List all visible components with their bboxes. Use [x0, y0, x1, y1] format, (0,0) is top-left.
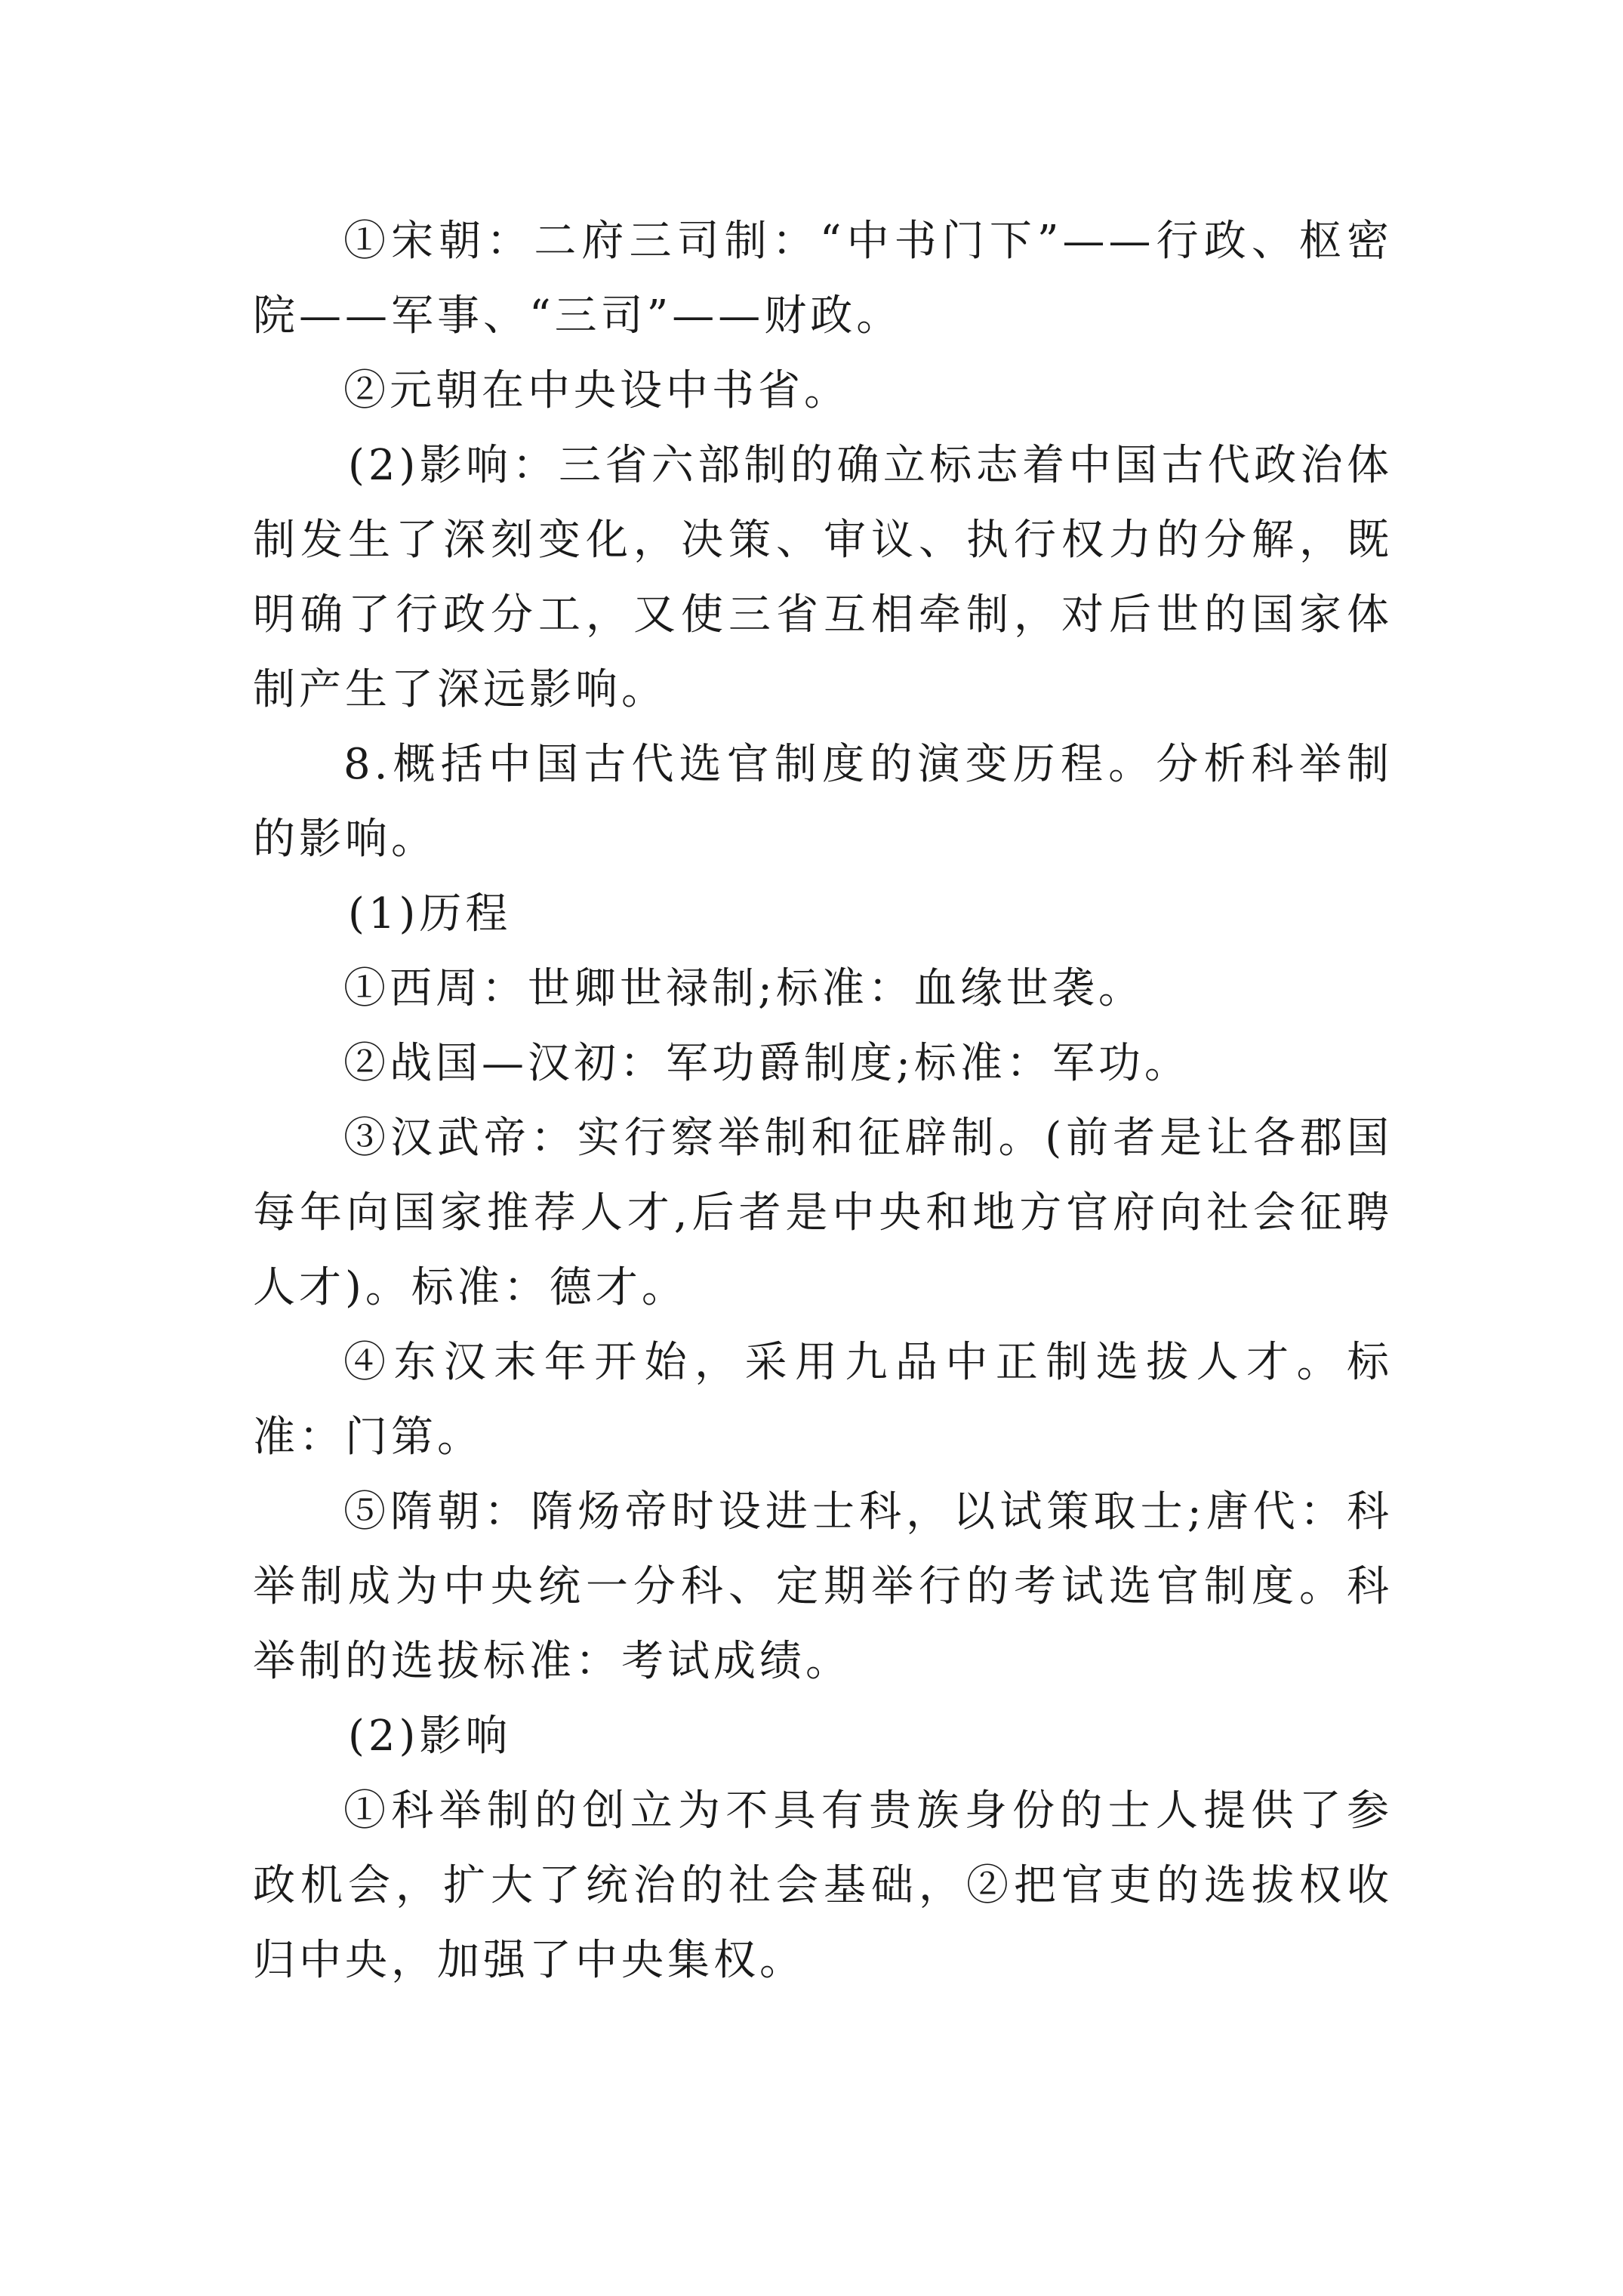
subheading-process: (1)历程	[348, 889, 512, 938]
list-item-warring-states: ②战国—汉初：军功爵制度;标准：军功。	[343, 1039, 1190, 1088]
subheading-influence: (2)影响	[348, 1712, 512, 1761]
paragraph-imperial-exam-influence: ①科举制的创立为不具有贵族身份的士人提供了参政机会，扩大了统治的社会基础，②把官吏的选拔权收归中央，加强了中央集权。	[253, 1786, 1393, 1985]
list-item-western-zhou: ①西周：世卿世禄制;标准：血缘世袭。	[343, 964, 1144, 1013]
list-item-eastern-han: ④东汉末年开始，采用九品中正制选拔人才。标准：门第。	[253, 1338, 1393, 1462]
paragraph-song-dynasty: ①宋朝：二府三司制：“中书门下”——行政、枢密院——军事、“三司”——财政。	[253, 217, 1393, 341]
document-body	[253, 204, 1393, 1998]
list-item-sui-tang: ⑤隋朝：隋炀帝时设进士科，以试策取士;唐代：科举制成为中央统一分科、定期举行的考试选官制度。科举制的选拔标准：考试成绩。	[253, 1487, 1393, 1686]
list-item-emperor-wu: ③汉武帝：实行察举制和征辟制。(前者是让各郡国每年向国家推荐人才,后者是中央和地方官府向社会征聘人才)。标准：德才。	[253, 1114, 1393, 1312]
paragraph-influence-three-departments: (2)影响：三省六部制的确立标志着中国古代政治体制发生了深刻变化，决策、审议、执行权力的分解，既明确了行政分工，又使三省互相牵制，对后世的国家体制产生了深远影响。	[253, 441, 1393, 714]
question-8: 8.概括中国古代选官制度的演变历程。分析科举制的影响。	[253, 740, 1393, 864]
paragraph-yuan-dynasty: ②元朝在中央设中书省。	[343, 366, 850, 415]
